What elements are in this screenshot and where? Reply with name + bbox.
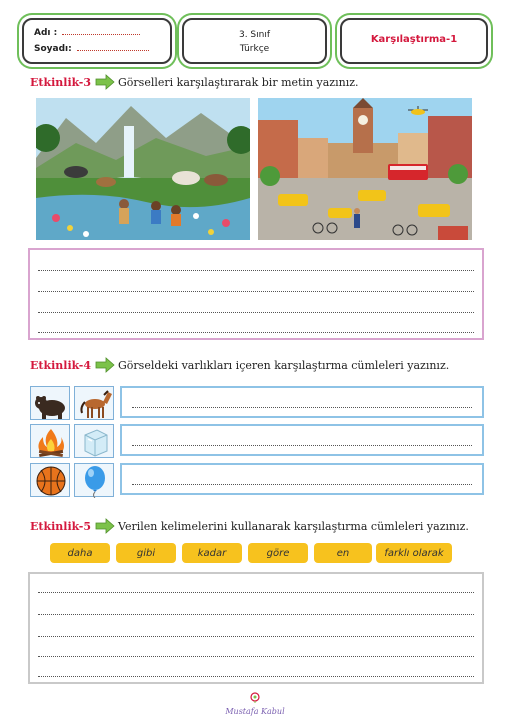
activity5-heading bbox=[30, 516, 469, 536]
surname-field[interactable] bbox=[77, 43, 149, 51]
writing-line bbox=[38, 656, 474, 657]
name-label: Adı : bbox=[34, 28, 58, 38]
footer bbox=[0, 688, 510, 716]
activity5-label: Etkinlik-5 bbox=[30, 519, 92, 533]
writing-line bbox=[38, 592, 474, 593]
activity4-instruction: Görseldeki varlıkları içeren karşılaştırma cümleleri yazınız. bbox=[118, 358, 450, 372]
worksheet-title: Karşılaştırma-1 bbox=[370, 34, 458, 45]
word-farkli-olarak: farklı olarak bbox=[376, 543, 452, 563]
nature-scene-image bbox=[36, 98, 250, 240]
bear-icon bbox=[30, 386, 70, 420]
activity4-answer-3[interactable] bbox=[120, 463, 484, 495]
activity5-instruction: Verilen kelimelerini kullanarak karşılaştırma cümleleri yazınız. bbox=[118, 519, 469, 533]
activity4-answer-1[interactable] bbox=[120, 386, 484, 418]
class-info-box bbox=[182, 18, 327, 64]
word-gore: göre bbox=[248, 543, 308, 563]
activity4-answer-2[interactable] bbox=[120, 424, 484, 456]
word-gibi: gibi bbox=[116, 543, 176, 563]
writing-line bbox=[38, 332, 474, 333]
word-kadar: kadar bbox=[182, 543, 242, 563]
title-box bbox=[340, 18, 488, 64]
activity5-writing-area[interactable] bbox=[28, 572, 484, 684]
writing-line bbox=[132, 445, 472, 446]
class-line: 3. Sınıf bbox=[238, 30, 271, 40]
word-daha: daha bbox=[50, 543, 110, 563]
writing-line bbox=[38, 312, 474, 313]
student-info-box bbox=[22, 18, 172, 64]
name-row bbox=[34, 27, 140, 38]
activity3-label: Etkinlik-3 bbox=[30, 75, 92, 89]
surname-row bbox=[34, 43, 149, 54]
writing-line bbox=[38, 291, 474, 292]
green-arrow-icon bbox=[95, 518, 115, 534]
horse-icon bbox=[74, 386, 114, 420]
writing-line bbox=[38, 614, 474, 615]
activity3-instruction: Görselleri karşılaştırarak bir metin yazınız. bbox=[118, 75, 359, 89]
author-signature: Mustafa Kabul bbox=[225, 707, 285, 716]
flower-logo-icon bbox=[247, 691, 263, 703]
ice-cube-icon bbox=[74, 424, 114, 458]
name-field[interactable] bbox=[62, 27, 140, 35]
city-scene-image bbox=[258, 98, 472, 240]
balloon-icon bbox=[74, 463, 114, 497]
activity3-writing-area[interactable] bbox=[28, 248, 484, 340]
fire-icon bbox=[30, 424, 70, 458]
writing-line bbox=[132, 407, 472, 408]
green-arrow-icon bbox=[95, 357, 115, 373]
writing-line bbox=[38, 676, 474, 677]
writing-line bbox=[132, 484, 472, 485]
basketball-icon bbox=[30, 463, 70, 497]
activity3-heading bbox=[30, 72, 359, 92]
activity4-heading bbox=[30, 355, 449, 375]
surname-label: Soyadı: bbox=[34, 44, 72, 54]
word-en: en bbox=[314, 543, 372, 563]
activity4-label: Etkinlik-4 bbox=[30, 358, 92, 372]
subject-line: Türkçe bbox=[239, 44, 270, 54]
writing-line bbox=[38, 270, 474, 271]
writing-line bbox=[38, 636, 474, 637]
green-arrow-icon bbox=[95, 74, 115, 90]
